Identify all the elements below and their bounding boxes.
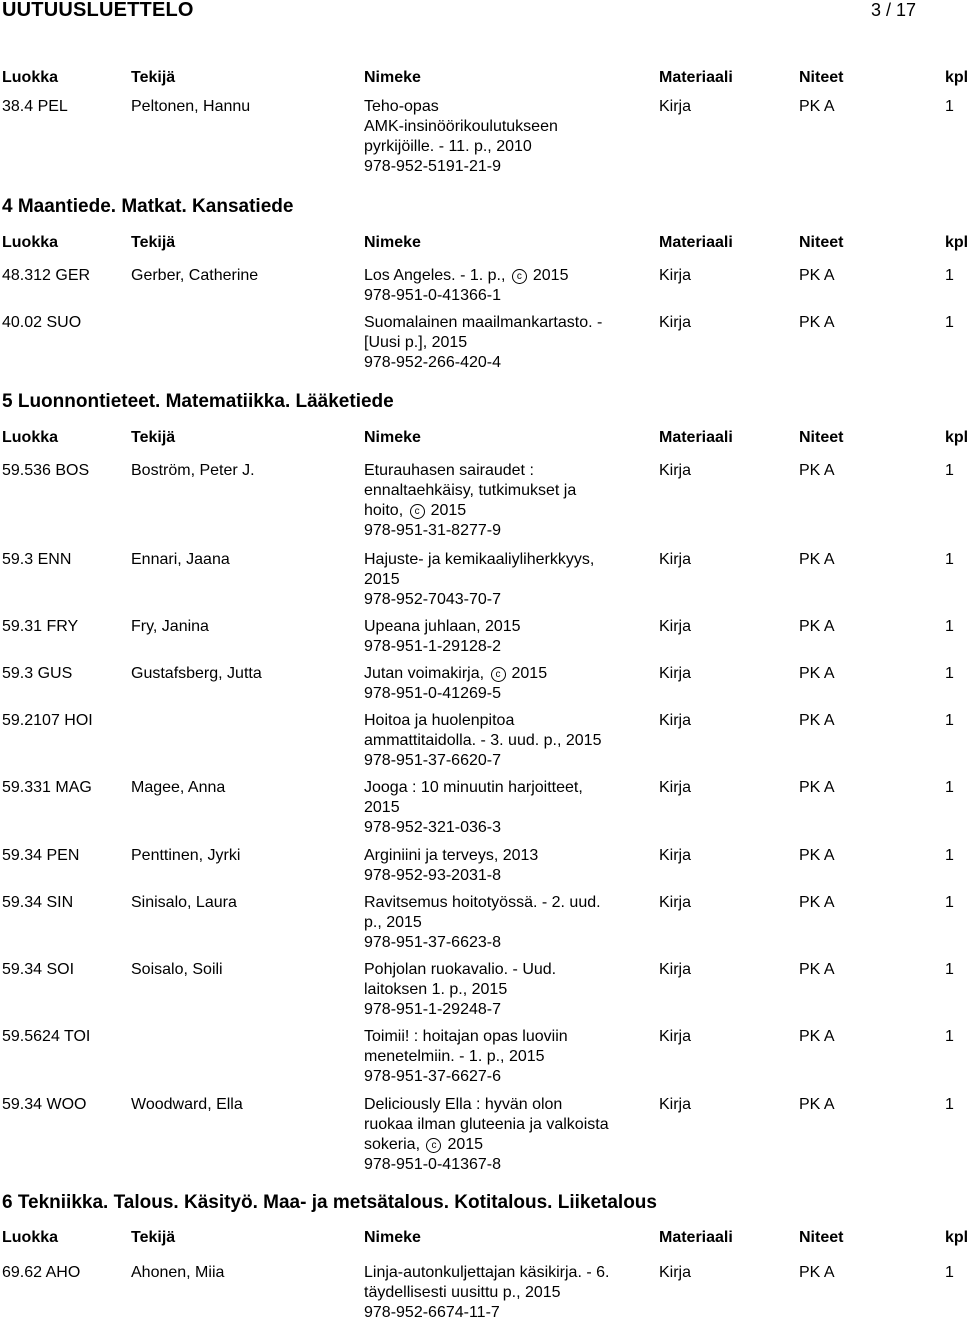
title-line: laitoksen 1. p., 2015 <box>364 981 508 998</box>
title-line: 978-951-37-6623-8 <box>364 934 501 951</box>
col-niteet: PK A <box>799 961 835 978</box>
col-materiaali: Kirja <box>659 1264 692 1281</box>
col-luokka-header: Luokka <box>2 234 59 251</box>
col-nimeke-header: Nimeke <box>364 429 421 446</box>
title-line: 978-952-5191-21-9 <box>364 158 501 175</box>
title-line: Toimii! : hoitajan opas luoviin <box>364 1028 568 1045</box>
col-luokka: 59.2107 HOI <box>2 712 93 729</box>
col-materiaali: Kirja <box>659 551 692 568</box>
section-heading: 5 Luonnontieteet. Matematiikka. Lääketiede <box>2 391 394 412</box>
title-line: menetelmiin. - 1. p., 2015 <box>364 1048 545 1065</box>
title-line: täydellisesti uusittu p., 2015 <box>364 1284 561 1301</box>
col-niteet-header: Niteet <box>799 1229 844 1246</box>
col-niteet: PK A <box>799 618 835 635</box>
col-materiaali-header: Materiaali <box>659 234 733 251</box>
col-tekija-header: Tekijä <box>131 234 176 251</box>
col-tekija: Ahonen, Miia <box>131 1264 225 1281</box>
col-kpl-header: kpl <box>945 1229 968 1246</box>
col-tekija: Magee, Anna <box>131 779 226 796</box>
col-niteet: PK A <box>799 665 835 682</box>
col-kpl: 1 <box>945 618 954 635</box>
col-nimeke <box>364 960 654 1020</box>
col-materiaali: Kirja <box>659 665 692 682</box>
col-nimeke <box>364 550 654 610</box>
section-heading: 4 Maantiede. Matkat. Kansatiede <box>2 196 294 217</box>
col-nimeke <box>364 778 654 838</box>
col-nimeke <box>364 1263 654 1323</box>
col-luokka: 69.62 AHO <box>2 1264 81 1281</box>
col-tekija: Gustafsberg, Jutta <box>131 665 262 682</box>
col-nimeke <box>364 893 654 953</box>
title-line: ennaltaehkäisy, tutkimukset ja <box>364 482 577 499</box>
title-line: 978-952-6674-11-7 <box>364 1304 500 1321</box>
title-line: pyrkijöille. - 11. p., 2010 <box>364 138 532 155</box>
col-tekija: Boström, Peter J. <box>131 462 255 479</box>
col-kpl: 1 <box>945 98 954 115</box>
col-niteet-header: Niteet <box>799 429 844 446</box>
col-niteet: PK A <box>799 1028 835 1045</box>
title-line: 2015 <box>364 571 400 588</box>
column-header-row <box>0 68 968 90</box>
col-luokka: 59.34 SOI <box>2 961 75 978</box>
title-line: Linja-autonkuljettajan käsikirja. - 6. <box>364 1264 610 1281</box>
title-line: 2015 <box>364 799 400 816</box>
title-line: Eturauhasen sairaudet : <box>364 462 534 479</box>
title-line: Ravitsemus hoitotyössä. - 2. uud. <box>364 894 601 911</box>
col-kpl: 1 <box>945 1028 954 1045</box>
col-niteet: PK A <box>799 551 835 568</box>
title-line: 978-952-7043-70-7 <box>364 591 501 608</box>
col-tekija: Ennari, Jaana <box>131 551 230 568</box>
col-materiaali: Kirja <box>659 847 692 864</box>
title-line: p., 2015 <box>364 914 422 931</box>
col-luokka: 59.3 GUS <box>2 665 73 682</box>
col-nimeke <box>364 846 654 886</box>
col-nimeke <box>364 1095 654 1175</box>
col-kpl: 1 <box>945 551 954 568</box>
col-kpl: 1 <box>945 314 954 331</box>
col-niteet: PK A <box>799 462 835 479</box>
title-line: Hajuste- ja kemikaaliyliherkkyys, <box>364 551 595 568</box>
col-kpl: 1 <box>945 779 954 796</box>
col-tekija-header: Tekijä <box>131 69 176 86</box>
col-nimeke <box>364 617 654 657</box>
col-tekija-header: Tekijä <box>131 429 176 446</box>
col-kpl-header: kpl <box>945 429 968 446</box>
col-kpl: 1 <box>945 847 954 864</box>
col-luokka: 59.31 FRY <box>2 618 79 635</box>
column-header-row <box>0 233 968 255</box>
col-niteet: PK A <box>799 1264 835 1281</box>
col-nimeke <box>364 97 654 177</box>
title-line: Upeana juhlaan, 2015 <box>364 618 521 635</box>
col-materiaali: Kirja <box>659 712 692 729</box>
title-line: sokeria, c 2015 <box>364 1136 484 1153</box>
col-luokka: 40.02 SUO <box>2 314 82 331</box>
col-materiaali: Kirja <box>659 779 692 796</box>
col-niteet: PK A <box>799 847 835 864</box>
title-line: 978-951-1-29248-7 <box>364 1001 501 1018</box>
title-line: Deliciously Ella : hyvän olon <box>364 1096 563 1113</box>
col-niteet: PK A <box>799 314 835 331</box>
column-header-row <box>0 1228 968 1250</box>
col-luokka: 59.331 MAG <box>2 779 92 796</box>
col-nimeke <box>364 461 654 541</box>
title-line: 978-951-0-41366-1 <box>364 287 501 304</box>
title-line: [Uusi p.], 2015 <box>364 334 468 351</box>
title-line: 978-951-1-29128-2 <box>364 638 501 655</box>
col-nimeke-header: Nimeke <box>364 234 421 251</box>
col-kpl: 1 <box>945 665 954 682</box>
col-materiaali-header: Materiaali <box>659 69 733 86</box>
col-luokka: 59.34 PEN <box>2 847 80 864</box>
col-materiaali-header: Materiaali <box>659 429 733 446</box>
section-heading: 6 Tekniikka. Talous. Käsityö. Maa- ja metsätalous. Kotitalous. Liiketalous <box>2 1192 657 1213</box>
col-materiaali: Kirja <box>659 462 692 479</box>
copyright-icon: c <box>426 1138 441 1153</box>
title-line: Suomalainen maailmankartasto. - <box>364 314 603 331</box>
col-kpl: 1 <box>945 961 954 978</box>
col-niteet: PK A <box>799 98 835 115</box>
col-kpl: 1 <box>945 712 954 729</box>
title-line: Los Angeles. - 1. p., c 2015 <box>364 267 569 284</box>
col-niteet-header: Niteet <box>799 234 844 251</box>
col-luokka: 59.536 BOS <box>2 462 90 479</box>
col-niteet: PK A <box>799 267 835 284</box>
col-luokka: 59.34 SIN <box>2 894 74 911</box>
page-title: UUTUUSLUETTELO <box>2 0 194 21</box>
col-luokka-header: Luokka <box>2 429 59 446</box>
copyright-icon: c <box>491 667 506 682</box>
col-luokka-header: Luokka <box>2 69 59 86</box>
title-line: 978-951-31-8277-9 <box>364 522 501 539</box>
title-line: 978-952-93-2031-8 <box>364 867 501 884</box>
title-line: Teho-opas <box>364 98 439 115</box>
col-luokka: 59.34 WOO <box>2 1096 87 1113</box>
col-materiaali: Kirja <box>659 1028 692 1045</box>
col-kpl: 1 <box>945 1096 954 1113</box>
title-line: 978-952-266-420-4 <box>364 354 501 371</box>
col-luokka: 48.312 GER <box>2 267 91 284</box>
col-luokka: 59.5624 TOI <box>2 1028 91 1045</box>
col-materiaali: Kirja <box>659 961 692 978</box>
col-luokka: 59.3 ENN <box>2 551 72 568</box>
col-niteet: PK A <box>799 894 835 911</box>
col-niteet: PK A <box>799 1096 835 1113</box>
col-materiaali: Kirja <box>659 98 692 115</box>
col-tekija: Sinisalo, Laura <box>131 894 237 911</box>
title-line: Pohjolan ruokavalio. - Uud. <box>364 961 557 978</box>
col-nimeke <box>364 313 654 373</box>
col-tekija: Woodward, Ella <box>131 1096 243 1113</box>
col-luokka-header: Luokka <box>2 1229 59 1246</box>
col-tekija: Fry, Janina <box>131 618 209 635</box>
col-nimeke-header: Nimeke <box>364 1229 421 1246</box>
col-niteet: PK A <box>799 779 835 796</box>
col-luokka: 38.4 PEL <box>2 98 68 115</box>
column-header-row <box>0 428 968 450</box>
title-line: 978-951-37-6627-6 <box>364 1068 501 1085</box>
col-niteet: PK A <box>799 712 835 729</box>
col-materiaali: Kirja <box>659 894 692 911</box>
copyright-icon: c <box>410 504 425 519</box>
col-kpl: 1 <box>945 1264 954 1281</box>
title-line: ammattitaidolla. - 3. uud. p., 2015 <box>364 732 602 749</box>
col-kpl-header: kpl <box>945 234 968 251</box>
page-number: 3 / 17 <box>870 0 916 20</box>
col-tekija-header: Tekijä <box>131 1229 176 1246</box>
col-materiaali: Kirja <box>659 314 692 331</box>
title-line: Hoitoa ja huolenpitoa <box>364 712 515 729</box>
col-tekija: Gerber, Catherine <box>131 267 259 284</box>
col-materiaali: Kirja <box>659 1096 692 1113</box>
title-line: 978-951-37-6620-7 <box>364 752 501 769</box>
col-tekija: Penttinen, Jyrki <box>131 847 241 864</box>
col-nimeke <box>364 1027 654 1087</box>
col-kpl: 1 <box>945 267 954 284</box>
col-materiaali: Kirja <box>659 267 692 284</box>
col-nimeke <box>364 664 654 704</box>
col-kpl: 1 <box>945 462 954 479</box>
title-line: 978-951-0-41367-8 <box>364 1156 501 1173</box>
title-line: Arginiini ja terveys, 2013 <box>364 847 539 864</box>
title-line: 978-952-321-036-3 <box>364 819 501 836</box>
col-tekija: Soisalo, Soili <box>131 961 223 978</box>
col-materiaali: Kirja <box>659 618 692 635</box>
col-kpl: 1 <box>945 894 954 911</box>
title-line: Jutan voimakirja, c 2015 <box>364 665 548 682</box>
col-nimeke-header: Nimeke <box>364 69 421 86</box>
col-tekija: Peltonen, Hannu <box>131 98 251 115</box>
copyright-icon: c <box>512 269 527 284</box>
col-niteet-header: Niteet <box>799 69 844 86</box>
col-kpl-header: kpl <box>945 69 968 86</box>
col-nimeke <box>364 711 654 771</box>
col-materiaali-header: Materiaali <box>659 1229 733 1246</box>
title-line: AMK-insinöörikoulutukseen <box>364 118 558 135</box>
title-line: 978-951-0-41269-5 <box>364 685 501 702</box>
title-line: hoito, c 2015 <box>364 502 467 519</box>
col-nimeke <box>364 266 654 306</box>
title-line: ruokaa ilman gluteenia ja valkoista <box>364 1116 609 1133</box>
title-line: Jooga : 10 minuutin harjoitteet, <box>364 779 583 796</box>
